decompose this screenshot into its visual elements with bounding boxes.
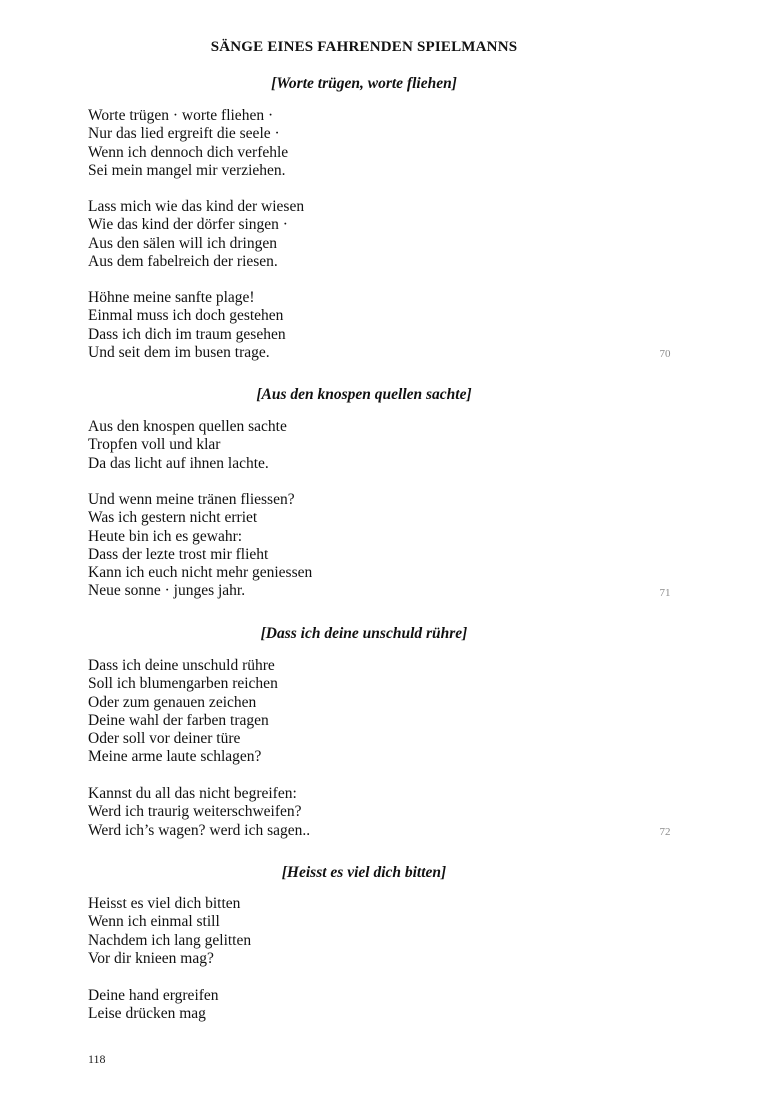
verse-line: Worte trügen · worte fliehen · — [88, 107, 274, 124]
verse-line: Oder zum genauen zeichen — [88, 693, 257, 711]
verse-line: Dass ich dich im traum gesehen — [88, 325, 286, 343]
page-number: 118 — [88, 1052, 106, 1066]
verse-line: Vor dir knieen mag? — [88, 949, 214, 967]
stanza — [88, 289, 628, 362]
stanza — [88, 987, 628, 1024]
verse-line: Und wenn meine tränen fliessen? — [88, 491, 295, 508]
verse-line: Wie das kind der dörfer singen · — [88, 216, 288, 234]
verse-line: Werd ich traurig weiterschweifen? — [88, 803, 302, 821]
verse-line: Leise drücken mag — [88, 1005, 206, 1023]
verse-line: Deine hand ergreifen — [88, 987, 219, 1004]
verse-line: Dass ich deine unschuld rühre — [88, 657, 275, 674]
verse-line: Nachdem ich lang gelitten — [88, 931, 252, 949]
verse-line: Nur das lied ergreift die seele · — [88, 125, 280, 143]
verse-line: Was ich gestern nicht erriet — [88, 509, 258, 527]
verse-line: Heisst es viel dich bitten — [88, 895, 241, 912]
stanza — [88, 107, 628, 180]
verse-line: Deine wahl der farben tragen — [88, 711, 269, 729]
verse-line: Wenn ich einmal still — [88, 913, 220, 931]
poem-title: [Worte trügen, worte fliehen] — [271, 75, 457, 92]
verse-line: Heute bin ich es gewahr: — [88, 527, 243, 545]
stanza — [88, 895, 628, 968]
verse-line: Höhne meine sanfte plage! — [88, 289, 255, 306]
stanza — [88, 198, 628, 271]
verse-line: Sei mein mangel mir verziehen. — [88, 161, 286, 179]
stanza — [88, 657, 628, 767]
verse-line: Soll ich blumengarben reichen — [88, 675, 278, 693]
verse-line: Aus dem fabelreich der riesen. — [88, 252, 278, 270]
poem-number: 70 — [659, 348, 671, 360]
verse-line: Meine arme laute schlagen? — [88, 748, 262, 766]
poem-title: [Heisst es viel dich bitten] — [281, 864, 447, 881]
verse-line: Dass der lezte trost mir flieht — [88, 545, 269, 563]
verse-line: Werd ich’s wagen? werd ich sagen.. — [88, 821, 311, 839]
verse-line: Neue sonne · junges jahr. — [88, 582, 246, 600]
verse-line: Aus den sälen will ich dringen — [88, 234, 277, 252]
stanza — [88, 491, 628, 601]
verse-line: Und seit dem im busen trage. — [88, 343, 270, 361]
verse-line: Oder soll vor deiner türe — [88, 730, 241, 748]
stanza — [88, 785, 628, 840]
poem-title: [Dass ich deine unschuld rühre] — [260, 625, 468, 642]
poem-title: [Aus den knospen quellen sachte] — [256, 386, 472, 403]
stanza — [88, 418, 628, 473]
section-heading: SÄNGE EINES FAHRENDEN SPIELMANNS — [210, 39, 518, 55]
verse-line: Kannst du all das nicht begreifen: — [88, 785, 297, 802]
verse-line: Einmal muss ich doch gestehen — [88, 307, 284, 325]
verse-line: Tropfen voll und klar — [88, 436, 221, 454]
verse-line: Kann ich euch nicht mehr geniessen — [88, 564, 313, 582]
poem-number: 71 — [659, 587, 671, 599]
verse-line: Aus den knospen quellen sachte — [88, 418, 287, 435]
verse-line: Lass mich wie das kind der wiesen — [88, 198, 305, 215]
poem-number: 72 — [659, 826, 671, 838]
verse-line: Da das licht auf ihnen lachte. — [88, 454, 269, 472]
verse-line: Wenn ich dennoch dich verfehle — [88, 143, 289, 161]
